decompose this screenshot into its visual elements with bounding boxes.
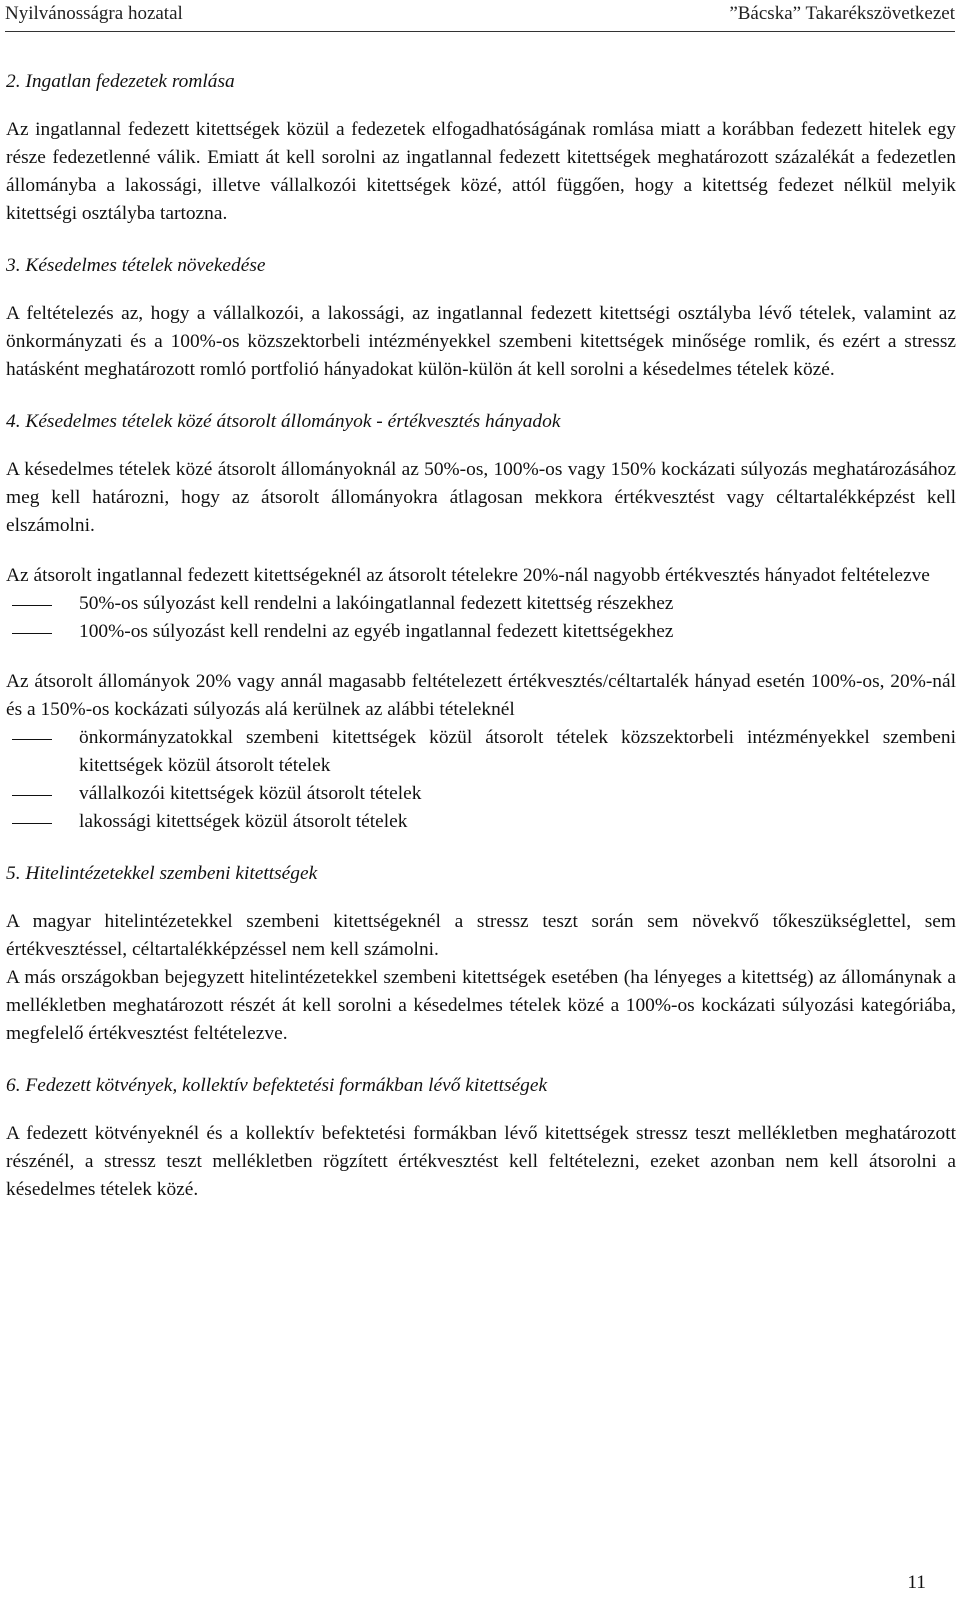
section-4-list-2 xyxy=(6,724,956,836)
section-5-paragraph-1: A magyar hitelintézetekkel szembeni kitettségeknél a stressz teszt során sem növekvő tőkeszükséglettel, sem értékvesztéssel, céltartalékképzéssel nem kell számolni. xyxy=(6,911,956,960)
list-item-text: vállalkozói kitettségek közül átsorolt tételek xyxy=(79,783,422,804)
section-4-paragraph-2: Az átsorolt ingatlannal fedezett kitettségeknél az átsorolt tételekre 20%-nál nagyobb értékvesztés hányadot feltételezve xyxy=(6,565,930,586)
list-item xyxy=(6,618,956,646)
list-item xyxy=(6,780,956,808)
section-3-title: 3. Késedelmes tételek növekedése xyxy=(6,255,266,276)
list-item xyxy=(6,724,956,780)
running-header xyxy=(5,0,955,26)
section-2-title: 2. Ingatlan fedezetek romlása xyxy=(6,71,235,92)
header-right: ”Bácska” Takarékszövetkezet xyxy=(729,3,955,24)
header-left: Nyilvánosságra hozatal xyxy=(5,3,183,24)
section-4-paragraph-3: Az átsorolt állományok 20% vagy annál magasabb feltételezett értékvesztés/céltartalék hányad esetén 100%-os, 20%-nál és a 150%-os kockázati súlyozás alá kerülnek az alábbi tételeknél xyxy=(6,671,956,720)
section-4-list-1 xyxy=(6,590,956,646)
page-number: 11 xyxy=(907,1572,926,1593)
list-item xyxy=(6,590,956,618)
list-item-text: önkormányzatokkal szembeni kitettségek közül átsorolt tételek közszektorbeli intézményekkel szembeni kitettségek közül átsorolt tételek xyxy=(79,727,956,776)
section-3-paragraph: A feltételezés az, hogy a vállalkozói, a lakossági, az ingatlannal fedezett kitettségi osztályba lévő tételek, valamint az önkormányzati és a 100%-os közszektorbeli intézményekkel szembeni kitettségek minősége romlik, és ezért a stressz hatásként meghatározott romló portfolió hányadokat külön-külön át kell sorolni a késedelmes tételek közé. xyxy=(6,303,956,380)
list-item xyxy=(6,808,956,836)
section-4-paragraph-1: A késedelmes tételek közé átsorolt állományoknál az 50%-os, 100%-os vagy 150% kockázati súlyozás meghatározásához meg kell határozni, hogy az átsorolt állományokra átlagosan mekkora értékvesztést vagy céltartalékképzést kell elszámolni. xyxy=(6,459,956,536)
list-item-text: 50%-os súlyozást kell rendelni a lakóingatlannal fedezett kitettség részekhez xyxy=(79,593,674,614)
section-2-paragraph: Az ingatlannal fedezett kitettségek közül a fedezetek elfogadhatóságának romlása miatt a korábban fedezett hitelek egy része fedezetlenné válik. Emiatt át kell sorolni az ingatlannal fedezett kitettségek meghatározott százalékát a fedezetlen állományba a lakossági, illetve vállalkozói kitettségek közé, attól függően, hogy a kitettség fedezet nélkül melyik kitettségi osztályba tartozna. xyxy=(6,119,956,224)
section-4-title: 4. Késedelmes tételek közé átsorolt állományok - értékvesztés hányadok xyxy=(6,411,561,432)
section-6-paragraph: A fedezett kötvényeknél és a kollektív befektetési formákban lévő kitettségek stressz teszt mellékletben meghatározott részénél, a stressz teszt mellékletben rögzített értékvesztést kell feltételezni, ezeket azonban nem kell átsorolni a késedelmes tételek közé. xyxy=(6,1123,956,1200)
list-item-text: lakossági kitettségek közül átsorolt tételek xyxy=(79,811,408,832)
document-body xyxy=(6,68,956,1204)
section-6-title: 6. Fedezett kötvények, kollektív befektetési formákban lévő kitettségek xyxy=(6,1075,548,1096)
section-5-paragraph-2: A más országokban bejegyzett hitelintézetekkel szembeni kitettségek esetében (ha lényeges a kitettség) az állománynak a mellékletben meghatározott részét át kell sorolni a késedelmes tételek közé a 100%-os kockázati súlyozási kategóriába, megfelelő értékvesztést feltételezve. xyxy=(6,967,956,1044)
section-5-title: 5. Hitelintézetekkel szembeni kitettségek xyxy=(6,863,318,884)
list-item-text: 100%-os súlyozást kell rendelni az egyéb ingatlannal fedezett kitettségekhez xyxy=(79,621,674,642)
header-rule xyxy=(5,31,955,32)
